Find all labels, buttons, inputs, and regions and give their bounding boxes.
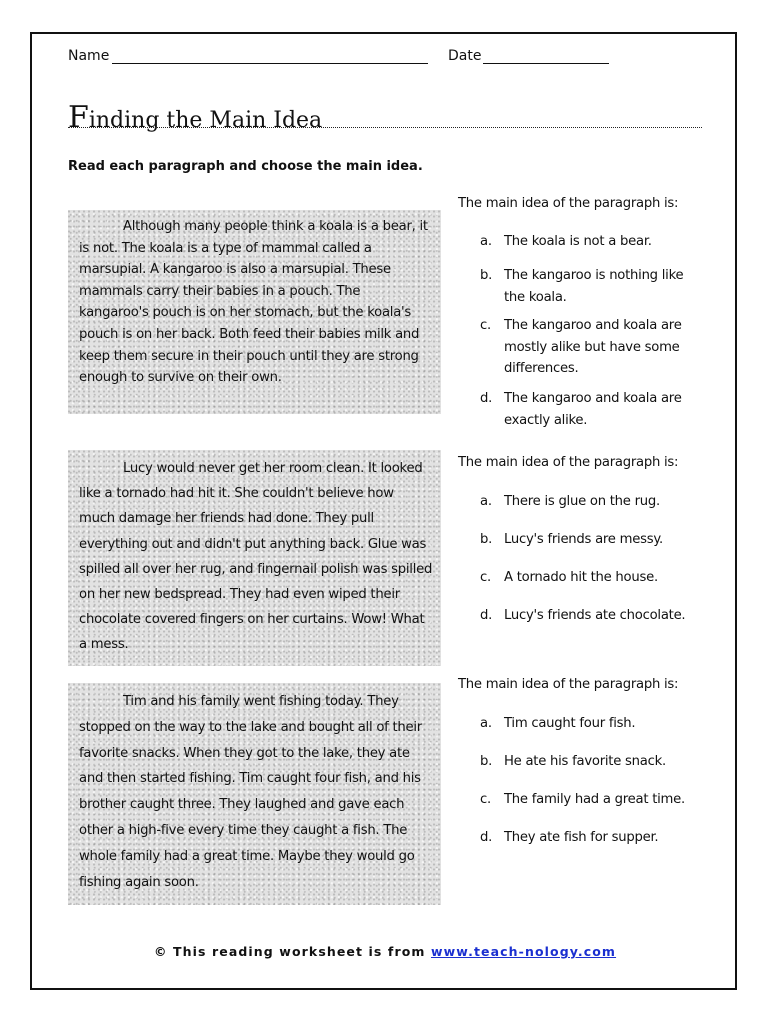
option-letter: c. [480,318,491,333]
title-rest: inding the Main Idea [88,108,323,133]
option-letter: a. [480,234,492,249]
passage-text: Although many people think a koala is a bear, it is not. The koala is a type of mammal called a marsupial. A kangaroo is also a marsupial. These mammals carry their babies in a pouch. The kangaroo's pouch is on her stomach, but the koala's pouch is on her back. Both feed their babies milk and keep them secure in their pouch until they are strong enough to survive on their own. [79,219,428,386]
option-letter: c. [480,792,491,807]
date-label: Date [448,48,482,64]
option-text: The family had a great time. [504,792,685,807]
option-text: The kangaroo is nothing like the koala. [504,268,684,305]
instructions: Read each paragraph and choose the main idea. [68,159,423,174]
option-b [480,751,706,773]
option-text: The kangaroo and koala are exactly alike. [504,391,682,428]
option-b [480,265,706,308]
footer [0,944,770,959]
option-text: A tornado hit the house. [504,570,658,585]
option-letter: a. [480,716,492,731]
question-prompt: The main idea of the paragraph is: [458,196,679,211]
option-text: They ate fish for supper. [504,830,659,845]
page-title [68,100,322,135]
option-text: Tim caught four fish. [504,716,636,731]
option-letter: b. [480,754,493,769]
footer-link[interactable]: www.teach-nology.com [430,944,617,959]
option-text: The kangaroo and koala are mostly alike but have some differences. [504,318,682,376]
option-letter: b. [480,532,493,547]
title-block [68,96,702,135]
title-first-letter: F [68,100,89,135]
option-text: He ate his favorite snack. [504,754,666,769]
option-letter: d. [480,391,493,406]
option-a [480,491,706,513]
option-a [480,231,706,253]
name-label: Name [68,48,110,64]
option-c [480,315,706,380]
option-c [480,789,706,811]
option-text: Lucy's friends ate chocolate. [504,608,686,623]
option-d [480,605,706,627]
option-letter: b. [480,268,493,283]
option-letter: c. [480,570,491,585]
footer-text: © This reading worksheet is from [153,944,426,959]
question-prompt: The main idea of the paragraph is: [458,455,679,470]
passage-3 [68,683,441,905]
passage-2 [68,450,441,666]
passage-text: Lucy would never get her room clean. It looked like a tornado had hit it. She couldn't believe how much damage her friends had done. They pull everything out and didn't put anything back. Glue was spilled all over her rug, and fingernail polish was spilled on her new bedspread. They had even wiped their chocolate covered fingers on her curtains. Wow! What a mess. [79,461,433,653]
option-a [480,713,706,735]
option-d [480,827,706,849]
option-d [480,388,706,431]
option-c [480,567,706,589]
question-prompt: The main idea of the paragraph is: [458,677,679,692]
option-b [480,529,706,551]
option-letter: a. [480,494,492,509]
passage-text: Tim and his family went fishing today. They stopped on the way to the lake and bought all of their favorite snacks. When they got to the lake, they ate and then started fishing. Tim caught four fish, and his brother caught three. They laughed and gave each other a high-five every time they caught a fish. The whole family had a great time. Maybe they would go fishing again soon. [79,694,422,890]
option-text: Lucy's friends are messy. [504,532,663,547]
option-text: The koala is not a bear. [504,234,652,249]
option-text: There is glue on the rug. [504,494,660,509]
title-underline [68,127,702,128]
passage-1 [68,210,441,414]
name-blank [112,63,428,64]
option-letter: d. [480,608,493,623]
date-blank [483,63,609,64]
option-letter: d. [480,830,493,845]
